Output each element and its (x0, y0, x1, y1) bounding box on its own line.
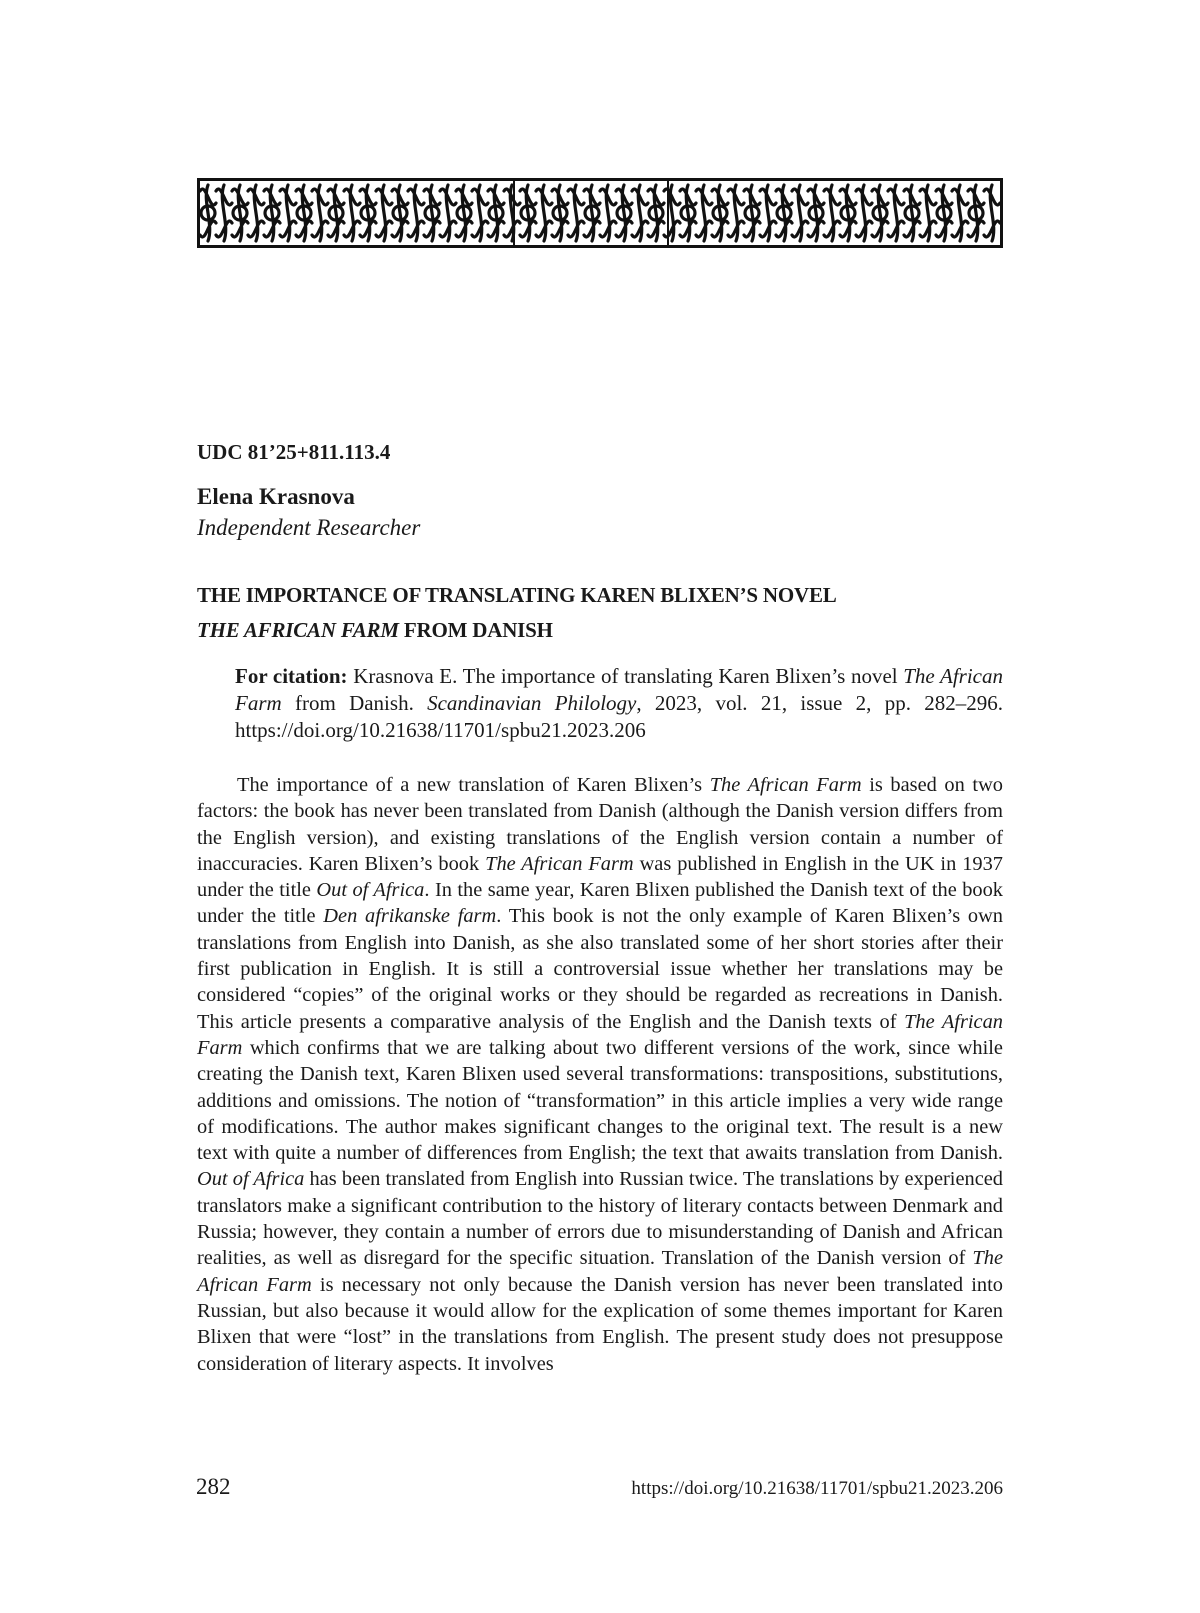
abstract-text: which confirms that we are talking about two different versions of the work, since while creating the Danish text, Karen Blixen used several transformations: transpositions, substitutions, additions and omissions. The notion of “transformation” in this article implies a very wide range of modifications. The author makes significant changes to the original text. The result is a new text with quite a number of differences from English; the text that awaits translation from Danish. (197, 1036, 1003, 1165)
abstract-italic: The African Farm (197, 1247, 1003, 1296)
citation-italic-1: The African Farm (235, 664, 1003, 715)
abstract-text: is based on two factors: the book has never been translated from Danish (although the Danish version differs from the English version), and existing translations of the English version contain a number of inaccuracies. Karen Blixen’s book (197, 774, 1004, 875)
citation-journal: Scandinavian Philology (427, 691, 637, 715)
page-number: 282 (196, 1474, 231, 1499)
citation-text-1: Krasnova E. The importance of translating Karen Blixen’s novel (347, 664, 904, 688)
abstract-text: . This book is not the only example of Karen Blixen’s own translations from English into Danish, as she also translated some of her short stories after their first publication in English. It is still a controversial issue whether her translations may be considered “copies” of the original works or they should be regarded as recreations in Danish. This article presents a comparative analysis of the English and the Danish texts of (197, 905, 1003, 1033)
author-affiliation: Independent Researcher (197, 515, 421, 540)
decorative-knotwork-banner (197, 178, 1003, 248)
footer-doi-link[interactable]: https://doi.org/10.21638/11701/spbu21.2023.206 (631, 1478, 1003, 1499)
abstract-italic: The African Farm (709, 774, 862, 796)
citation-text-3: , 2023, vol. 21, issue 2, pp. 282–296. https://doi.org/10.21638/11701/spbu21.2023.206 (235, 691, 1003, 742)
abstract-text: was published in English in the UK in 1937 under the title (197, 852, 1003, 902)
citation-label: For citation: (235, 664, 348, 688)
abstract-text: The importance of a new translation of Karen Blixen’s (237, 774, 710, 796)
abstract-text: . In the same year, Karen Blixen published the Danish text of the book under the title (197, 879, 1003, 928)
title-line-2-rest: FROM DANISH (398, 618, 553, 642)
author-name: Elena Krasnova (197, 484, 355, 509)
abstract-italic: The African Farm (197, 1010, 1003, 1059)
title-line-1: THE IMPORTANCE OF TRANSLATING KAREN BLIXEN’S NOVEL (197, 583, 837, 607)
abstract-paragraph (197, 772, 1003, 1377)
abstract-text: is necessary not only because the Danish version has never been translated into Russian, but also because it would allow for the explication of some themes important for Karen Blixen that were “lost” in the translations from English. The present study does not presuppose consideration of literary aspects. It involves (197, 1273, 1003, 1375)
citation-block (235, 663, 1003, 744)
abstract-italic: Den afrikanske farm (323, 905, 497, 928)
abstract-italic: The African Farm (485, 852, 634, 875)
knotwork-ornament-icon (200, 181, 1000, 245)
abstract-text: has been translated from English into Russian twice. The translations by experienced translators make a significant contribution to the history of literary contacts between Denmark and Russia; however, they contain a number of errors due to misunderstanding of Danish and African realities, as well as disregard for the specific situation. Translation of the Danish version of (197, 1168, 1003, 1270)
udc-code: UDC 81’25+811.113.4 (197, 440, 391, 464)
article-title (197, 578, 1003, 648)
article-header (197, 436, 1003, 648)
abstract-italic: Out of Africa (197, 1168, 305, 1191)
title-italic: THE AFRICAN FARM (197, 618, 399, 642)
abstract-italic: Out of Africa (316, 879, 425, 902)
citation-text-2: from Danish. (281, 691, 428, 715)
abstract (197, 772, 1003, 1377)
